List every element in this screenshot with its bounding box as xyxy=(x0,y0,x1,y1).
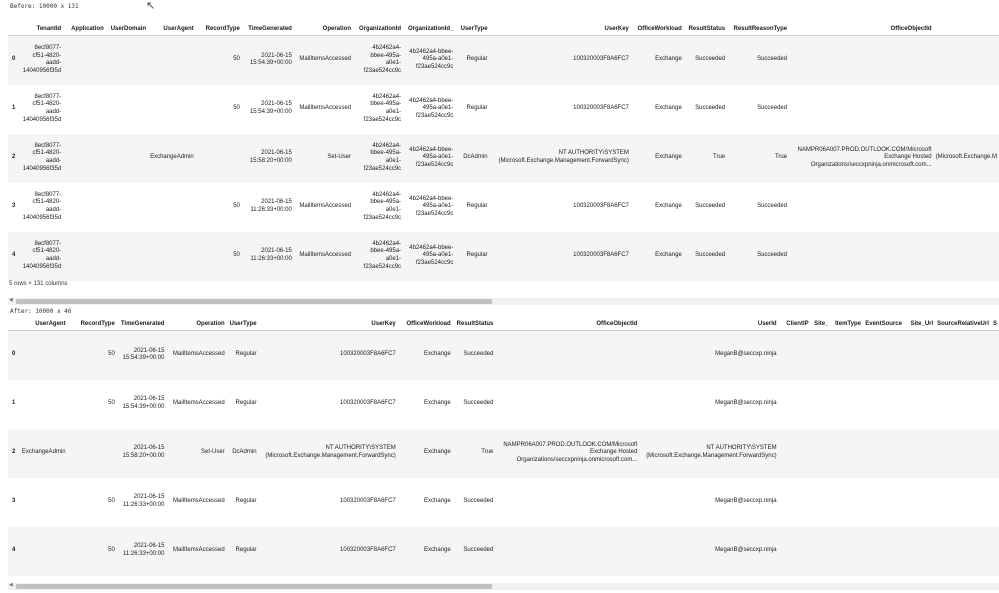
after-column-header xyxy=(8,317,20,331)
after-table-cell xyxy=(811,478,831,527)
chevron-left-icon[interactable]: ◀ xyxy=(9,582,13,588)
before-table-cell: Set-User xyxy=(294,134,353,183)
after-table-cell: DcAdmin xyxy=(227,429,259,478)
before-row-index: 0 xyxy=(8,36,19,85)
before-table-cell xyxy=(63,183,106,232)
before-column-header: RecordType xyxy=(196,22,242,36)
before-table-cell: 50 xyxy=(196,36,242,85)
after-table-cell xyxy=(20,380,68,429)
before-table-cell: Succeeded xyxy=(757,203,788,210)
after-table-cell: 2021-06-15 11:26:33+00:00 xyxy=(117,527,167,576)
before-table-cell xyxy=(63,36,106,85)
before-table-cell: Succeeded xyxy=(684,36,727,85)
before-table-cell: Exchange xyxy=(655,203,682,210)
after-table-cell xyxy=(811,527,831,576)
after-table-cell: MeganB@seccxp.ninja xyxy=(639,331,778,380)
after-row-index: 4 xyxy=(8,527,20,576)
after-table-cell: Succeeded xyxy=(453,331,496,380)
after-table-cell: Succeeded xyxy=(453,527,496,576)
before-table-cell: 4b2462a4- bbee-495a- a0e1- f23ae524cc9c xyxy=(353,232,403,281)
after-table-cell xyxy=(779,429,811,478)
before-table-cell xyxy=(934,36,999,85)
after-column-header: EventSource xyxy=(863,317,904,331)
after-table-cell xyxy=(830,331,863,380)
after-column-header: OfficeObjectId xyxy=(495,317,639,331)
after-table-cell xyxy=(863,478,904,527)
after-table-cell xyxy=(904,380,935,429)
after-table-cell: Exchange xyxy=(423,498,451,505)
after-table-cell: Exchange xyxy=(398,331,453,380)
before-table-cell: 50 xyxy=(233,105,240,112)
before-table-cell xyxy=(106,36,148,85)
after-table-cell: True xyxy=(453,429,496,478)
after-column-header: Site_Url xyxy=(904,317,935,331)
before-table-cell: MailItemsAccessed xyxy=(299,105,352,112)
before-column-header: UserKey xyxy=(490,22,631,36)
after-table-cell: Regular xyxy=(227,527,259,576)
after-table-cell xyxy=(495,380,639,429)
before-table-cell: NAMPR06A007.PROD.OUTLOOK.COM/Microsoft Exchange Hosted Organizations/seccxpninja.onmicrosoft.com... xyxy=(789,134,933,183)
mouse-pointer-icon: ↖ xyxy=(146,0,156,12)
before-table-cell: Exchange xyxy=(631,134,684,183)
after-column-header: ItemType xyxy=(830,317,863,331)
after-table-cell xyxy=(935,331,991,380)
before-table-cell: 50 xyxy=(233,203,240,210)
after-scrollbar-thumb[interactable] xyxy=(16,584,492,589)
before-row-index: 1 xyxy=(12,105,16,112)
after-table-cell xyxy=(935,429,991,478)
chevron-left-icon[interactable]: ◀ xyxy=(9,297,13,303)
after-table-cell xyxy=(779,478,811,527)
after-table-cell xyxy=(811,331,831,380)
after-table-cell xyxy=(20,527,68,576)
before-table-cell: Exchange xyxy=(655,105,682,112)
before-table-cell xyxy=(106,232,148,281)
before-table-cell: Exchange xyxy=(631,232,684,281)
after-table-cell xyxy=(495,527,639,576)
before-column-header: OfficeWorkload xyxy=(631,22,684,36)
before-table-cell: NT AUTHORITY\SYSTEM (Microsoft.Exchange.Management.ForwardSync) xyxy=(490,134,631,183)
after-table-cell: 50 xyxy=(108,400,115,407)
before-column-header: UserType xyxy=(455,22,489,36)
before-horizontal-scrollbar[interactable] xyxy=(8,298,999,305)
after-table-cell: 2021-06-15 15:54:39+00:00 xyxy=(122,396,165,410)
after-table-cell xyxy=(20,331,68,380)
after-table-cell: Succeeded xyxy=(463,400,494,407)
after-table-cell xyxy=(495,331,639,380)
before-column-header: OrganizationId xyxy=(353,22,403,36)
before-table-cell: 4b2462a4-bbee- 495a-a0e1- f23ae524cc9c xyxy=(409,97,454,119)
after-table-cell: 50 xyxy=(108,498,115,505)
before-table-cell: DcAdmin xyxy=(455,134,489,183)
before-column-header: TimeGenerated xyxy=(242,22,294,36)
after-table-cell: 50 xyxy=(68,527,117,576)
after-table-cell xyxy=(811,429,831,478)
after-table-cell: MeganB@seccxp.ninja xyxy=(639,527,778,576)
before-table-cell xyxy=(934,232,999,281)
before-table-cell: MailItemsAccessed xyxy=(294,36,353,85)
before-table-cell: Succeeded xyxy=(727,232,789,281)
after-table-cell xyxy=(991,527,999,576)
after-table-row xyxy=(8,380,999,429)
before-table-cell: 100320003F8A6FC7 xyxy=(490,232,631,281)
after-table-cell xyxy=(935,478,991,527)
after-table-cell xyxy=(904,478,935,527)
after-column-header: OfficeWorkload xyxy=(398,317,453,331)
after-table-cell xyxy=(811,380,831,429)
after-table-cell: 100320003F8A6FC7 xyxy=(259,527,398,576)
before-table-cell xyxy=(63,232,106,281)
before-table-cell: Exchange xyxy=(631,36,684,85)
before-table-cell: 8ecf8077- cf51-4820- aadd- 14040956f35d xyxy=(19,232,63,281)
before-table-cell xyxy=(106,85,148,134)
after-table-cell: Exchange xyxy=(398,527,453,576)
after-table-cell: 50 xyxy=(68,331,117,380)
before-table-cell: Regular xyxy=(455,36,489,85)
before-row-index: 3 xyxy=(12,203,16,210)
after-column-header: UserType xyxy=(227,317,259,331)
after-table-cell xyxy=(830,478,863,527)
before-column-header: ResultReasonType xyxy=(727,22,789,36)
after-table-cell: 100320003F8A6FC7 xyxy=(340,400,396,407)
before-row-count: 5 rows × 131 columns xyxy=(9,281,68,287)
before-table-cell xyxy=(148,232,196,281)
after-table-cell: NT AUTHORITY\SYSTEM (Microsoft.Exchange.Management.ForwardSync) xyxy=(639,429,778,478)
before-column-header: Operation xyxy=(294,22,353,36)
before-table-cell: Succeeded xyxy=(695,203,726,210)
after-table-cell: MailItemsAccessed xyxy=(173,498,225,505)
after-column-header: SourceRelativeUrl xyxy=(935,317,991,331)
before-table-cell: Regular xyxy=(455,232,489,281)
after-table-cell xyxy=(935,380,991,429)
after-column-header: RecordType xyxy=(68,317,117,331)
after-dataframe-table xyxy=(8,317,999,576)
after-column-header: ResultStatus xyxy=(453,317,496,331)
before-table-cell xyxy=(148,36,196,85)
before-table-cell: 4b2462a4-bbee- 495a-a0e1- f23ae524cc9c xyxy=(409,195,454,217)
after-table-cell xyxy=(779,331,811,380)
before-table-cell: Succeeded xyxy=(684,232,727,281)
before-column-header: UserDomain xyxy=(106,22,148,36)
after-column-header: UserAgent xyxy=(20,317,68,331)
after-table-cell xyxy=(779,380,811,429)
after-table-cell xyxy=(904,527,935,576)
before-table-row xyxy=(8,183,999,232)
before-column-header: OfficeObjectId xyxy=(789,22,933,36)
before-table-cell: (Microsoft.Exchange.M xyxy=(934,134,999,183)
before-table-cell: Succeeded xyxy=(695,105,726,112)
after-table-cell: 100320003F8A6FC7 xyxy=(340,498,396,505)
before-column-header: ResultStatus xyxy=(684,22,727,36)
before-column-header: UserAgent xyxy=(148,22,196,36)
after-table-cell: 2021-06-15 15:54:39+00:00 xyxy=(117,331,167,380)
after-table-cell: MeganB@seccxp.ninja xyxy=(715,498,777,505)
after-table-cell xyxy=(779,527,811,576)
after-table-cell: MailItemsAccessed xyxy=(173,400,225,407)
after-column-header: ClientIP xyxy=(779,317,811,331)
after-table-row xyxy=(8,331,999,380)
after-table-cell xyxy=(904,429,935,478)
after-table-cell: Regular xyxy=(235,400,257,407)
before-table-row xyxy=(8,36,999,85)
before-table-cell: Succeeded xyxy=(727,36,789,85)
before-table-cell: 2021-06-15 15:58:20+00:00 xyxy=(242,134,294,183)
before-table-row xyxy=(8,85,999,134)
before-table-cell xyxy=(789,85,933,134)
after-table-cell: 100320003F8A6FC7 xyxy=(259,331,398,380)
before-table-cell xyxy=(934,183,999,232)
before-table-cell: 4b2462a4- bbee-495a- a0e1- f23ae524cc9c xyxy=(363,191,402,221)
after-table-cell xyxy=(991,478,999,527)
before-row-index: 4 xyxy=(8,232,19,281)
after-table-cell xyxy=(904,331,935,380)
after-table-cell xyxy=(863,527,904,576)
after-table-cell: MeganB@seccxp.ninja xyxy=(715,400,777,407)
before-table-cell: 8ecf8077- cf51-4820- aadd- 14040956f35d xyxy=(19,134,63,183)
before-table-cell: MailItemsAccessed xyxy=(299,203,352,210)
after-table-cell xyxy=(991,380,999,429)
before-table-cell xyxy=(63,85,106,134)
before-table-cell: 4b2462a4- bbee-495a- a0e1- f23ae524cc9c xyxy=(363,93,402,123)
after-table-cell xyxy=(68,429,117,478)
before-table-cell xyxy=(934,85,999,134)
before-table-cell: 50 xyxy=(196,232,242,281)
after-table-row xyxy=(8,429,999,478)
after-column-header: Operation xyxy=(166,317,226,331)
after-table-cell xyxy=(863,429,904,478)
before-table-cell xyxy=(789,232,933,281)
after-table-cell xyxy=(991,429,999,478)
before-table-cell xyxy=(789,36,933,85)
after-table-cell: ExchangeAdmin xyxy=(20,429,68,478)
before-table-cell: 100320003F8A6FC7 xyxy=(573,105,629,112)
before-table-cell xyxy=(789,183,933,232)
before-table-cell: True xyxy=(684,134,727,183)
after-table-row xyxy=(8,478,999,527)
after-row-index: 3 xyxy=(12,498,16,505)
after-table-cell: NAMPR06A007.PROD.OUTLOOK.COM/Microsoft Exchange Hosted Organizations/seccxpninja.onmicrosoft.com... xyxy=(495,429,639,478)
before-table-cell: 4b2462a4- bbee-495a- a0e1- f23ae524cc9c xyxy=(353,134,403,183)
after-table-cell xyxy=(830,380,863,429)
after-row-index: 1 xyxy=(12,400,16,407)
before-table-cell: 8ecf8077- cf51-4820- aadd- 14040956f35d xyxy=(22,93,62,123)
after-table-cell: Exchange xyxy=(398,429,453,478)
after-row-index: 0 xyxy=(8,331,20,380)
before-table-cell: 4b2462a4- bbee-495a- a0e1- f23ae524cc9c xyxy=(353,36,403,85)
after-table-cell: Exchange xyxy=(423,400,451,407)
before-table-cell: 4b2462a4-bbee- 495a-a0e1- f23ae524cc9c xyxy=(403,134,455,183)
after-table-cell xyxy=(991,331,999,380)
after-table-cell xyxy=(830,429,863,478)
before-table-cell: 2021-06-15 15:54:39+00:00 xyxy=(249,101,292,115)
before-table-cell: 2021-06-15 15:54:39+00:00 xyxy=(242,36,294,85)
before-table-row xyxy=(8,134,999,183)
after-header-row xyxy=(8,317,999,331)
after-table-cell xyxy=(863,331,904,380)
before-table-cell: True xyxy=(727,134,789,183)
before-table-cell xyxy=(106,183,148,232)
before-table-cell: Succeeded xyxy=(757,105,788,112)
before-table-cell: MailItemsAccessed xyxy=(294,232,353,281)
before-column-header: Application xyxy=(63,22,106,36)
after-horizontal-scrollbar[interactable] xyxy=(8,583,999,590)
before-table-cell: Regular xyxy=(466,105,488,112)
before-table-cell xyxy=(148,85,196,134)
after-column-header: UserKey xyxy=(259,317,398,331)
after-table-cell xyxy=(935,527,991,576)
after-table-row xyxy=(8,527,999,576)
after-table-cell: MailItemsAccessed xyxy=(166,331,226,380)
after-table-cell xyxy=(495,478,639,527)
before-table-cell: 100320003F8A6FC7 xyxy=(573,203,629,210)
before-table-cell: Regular xyxy=(466,203,488,210)
after-table-cell xyxy=(863,380,904,429)
before-column-header xyxy=(8,22,19,36)
after-table-cell: MailItemsAccessed xyxy=(166,527,226,576)
before-scrollbar-thumb[interactable] xyxy=(16,299,492,304)
before-header-row xyxy=(8,22,999,36)
before-table-cell: ExchangeAdmin xyxy=(148,134,196,183)
after-column-header: UserId xyxy=(639,317,778,331)
before-row-index: 2 xyxy=(8,134,19,183)
before-table-cell: 8ecf8077- cf51-4820- aadd- 14040956f35d xyxy=(22,191,62,221)
before-column-header xyxy=(934,22,999,36)
after-table-cell: Regular xyxy=(227,331,259,380)
before-dataframe-table xyxy=(8,22,999,281)
before-table-cell: 2021-06-15 11:26:33+00:00 xyxy=(250,199,292,213)
after-table-cell: Regular xyxy=(235,498,257,505)
before-caption: Before: 10000 x 131 xyxy=(10,3,79,10)
before-table-cell: 4b2462a4-bbee- 495a-a0e1- f23ae524cc9c xyxy=(403,232,455,281)
before-table-cell xyxy=(106,134,148,183)
before-table-cell: 4b2462a4-bbee- 495a-a0e1- f23ae524cc9c xyxy=(403,36,455,85)
before-table-cell: 2021-06-15 11:26:33+00:00 xyxy=(242,232,294,281)
after-table-cell: NT AUTHORITY\SYSTEM (Microsoft.Exchange.Management.ForwardSync) xyxy=(259,429,398,478)
before-table-row xyxy=(8,232,999,281)
after-column-header: Site_ xyxy=(811,317,831,331)
after-table-cell xyxy=(20,478,68,527)
after-table-cell: Succeeded xyxy=(463,498,494,505)
after-caption: After: 10000 x 46 xyxy=(10,308,72,315)
before-table-cell: 100320003F8A6FC7 xyxy=(490,36,631,85)
before-table-cell xyxy=(148,183,196,232)
after-table-cell: 2021-06-15 11:26:33+00:00 xyxy=(123,494,165,508)
after-row-index: 2 xyxy=(8,429,20,478)
before-column-header: OrganizationId_ xyxy=(403,22,455,36)
after-table-cell: Set-User xyxy=(166,429,226,478)
after-column-header: TimeGenerated xyxy=(117,317,167,331)
before-column-header: TenantId xyxy=(19,22,63,36)
after-table-cell xyxy=(830,527,863,576)
before-table-cell xyxy=(196,134,242,183)
after-table-cell: 2021-06-15 15:58:20+00:00 xyxy=(117,429,167,478)
before-table-cell xyxy=(63,134,106,183)
before-table-cell: 8ecf8077- cf51-4820- aadd- 14040956f35d xyxy=(19,36,63,85)
after-column-header: S xyxy=(991,317,999,331)
